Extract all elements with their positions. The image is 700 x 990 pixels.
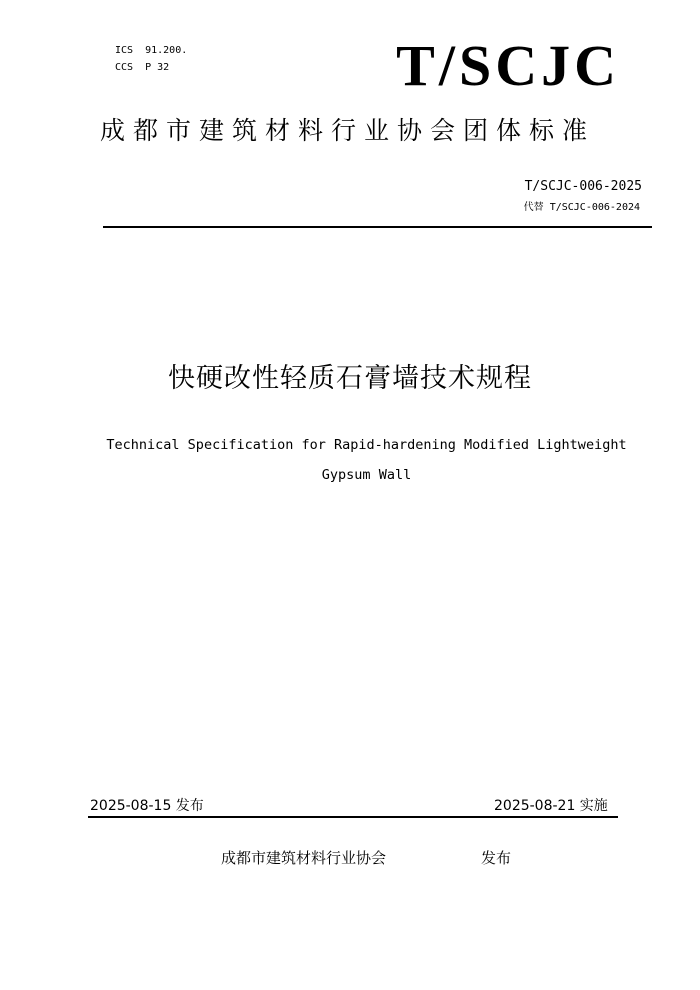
document-title-en-line2: Gypsum Wall xyxy=(321,467,412,483)
issue-date: 2025-08-15 发布 xyxy=(90,798,204,814)
publish-label: 发布 xyxy=(481,849,512,867)
effective-date: 2025-08-21 实施 xyxy=(494,798,608,814)
standard-number: T/SCJC-006-2025 xyxy=(524,179,642,194)
document-title-cn: 快硬改性轻质石膏墙技术规程 xyxy=(168,363,532,394)
header-divider xyxy=(103,226,652,228)
document-title-en-line1: Technical Specification for Rapid-hardening Modified Lightweight xyxy=(106,437,627,453)
organization-title: 成都市建筑材料行业协会团体标准 xyxy=(100,116,596,145)
replaces-standard: 代替 T/SCJC-006-2024 xyxy=(523,202,640,213)
ics-code: ICS 91.200. xyxy=(115,45,188,56)
publisher-name: 成都市建筑材料行业协会 xyxy=(221,849,387,867)
ccs-code: CCS P 32 xyxy=(115,62,170,73)
footer-divider xyxy=(88,816,618,818)
standard-brand-logo: T/SCJC xyxy=(396,33,620,98)
